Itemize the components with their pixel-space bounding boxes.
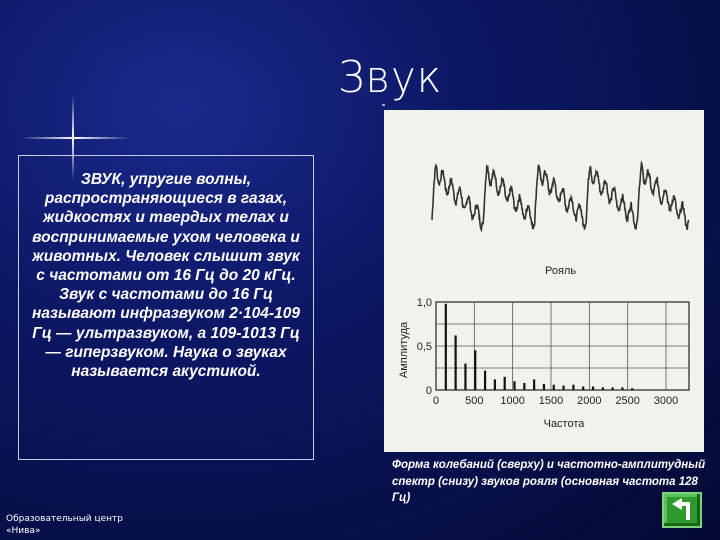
piano-sound-figure — [384, 110, 704, 452]
return-arrow-icon — [664, 494, 700, 526]
definition-text: ЗВУК, упругие волны, распространяющиеся в газах, жидкостях и твердых телах и воспринимаемые ухом человека и животных. Человек слышит звук с частотами от 16 Гц до 20 кГц. Звук с частотами до 16 Гц называют инфразвуком 2·104-109 Гц — ультразвуком, а 109-1013 Гц — гиперзвуком. Наука о звуках называется акустикой. — [32, 171, 300, 381]
y-axis-label: Амплитуда — [398, 321, 410, 379]
x-tick-label: 0 — [432, 395, 440, 407]
slide-title: Звук — [338, 52, 443, 103]
x-tick-label: 1500 — [538, 395, 564, 407]
x-tick-label: 2000 — [577, 395, 602, 407]
footer-org-name: «Нива» — [6, 526, 41, 536]
footer-org: Образовательный центр — [6, 514, 124, 524]
definition-textbox — [18, 155, 314, 460]
figure-svg — [384, 110, 704, 452]
footer — [6, 513, 123, 537]
figure-caption: Форма колебаний (сверху) и частотно-амплитудный спектр (снизу) звуков рояля (основная частота 128 Гц) — [392, 459, 706, 504]
x-tick-label: 500 — [465, 395, 484, 407]
x-tick-label: 2500 — [615, 395, 640, 407]
y-tick-label: 0,5 — [416, 341, 432, 353]
y-tick-label: 0 — [425, 385, 432, 397]
sparkle-decoration-horizontal — [20, 137, 130, 139]
x-tick-labels — [433, 395, 678, 407]
waveform-line — [432, 163, 689, 230]
x-tick-label: 3000 — [653, 395, 679, 407]
x-axis-label: Частота — [543, 418, 585, 430]
title-mark — [382, 104, 385, 106]
spectrum-grid — [436, 302, 689, 390]
return-button[interactable] — [662, 492, 702, 528]
y-tick-label: 1,0 — [416, 297, 432, 309]
y-tick-labels — [417, 297, 432, 397]
waveform-label: Рояль — [545, 265, 577, 277]
spectrum-bars — [446, 304, 632, 390]
x-tick-label: 1000 — [500, 395, 525, 407]
